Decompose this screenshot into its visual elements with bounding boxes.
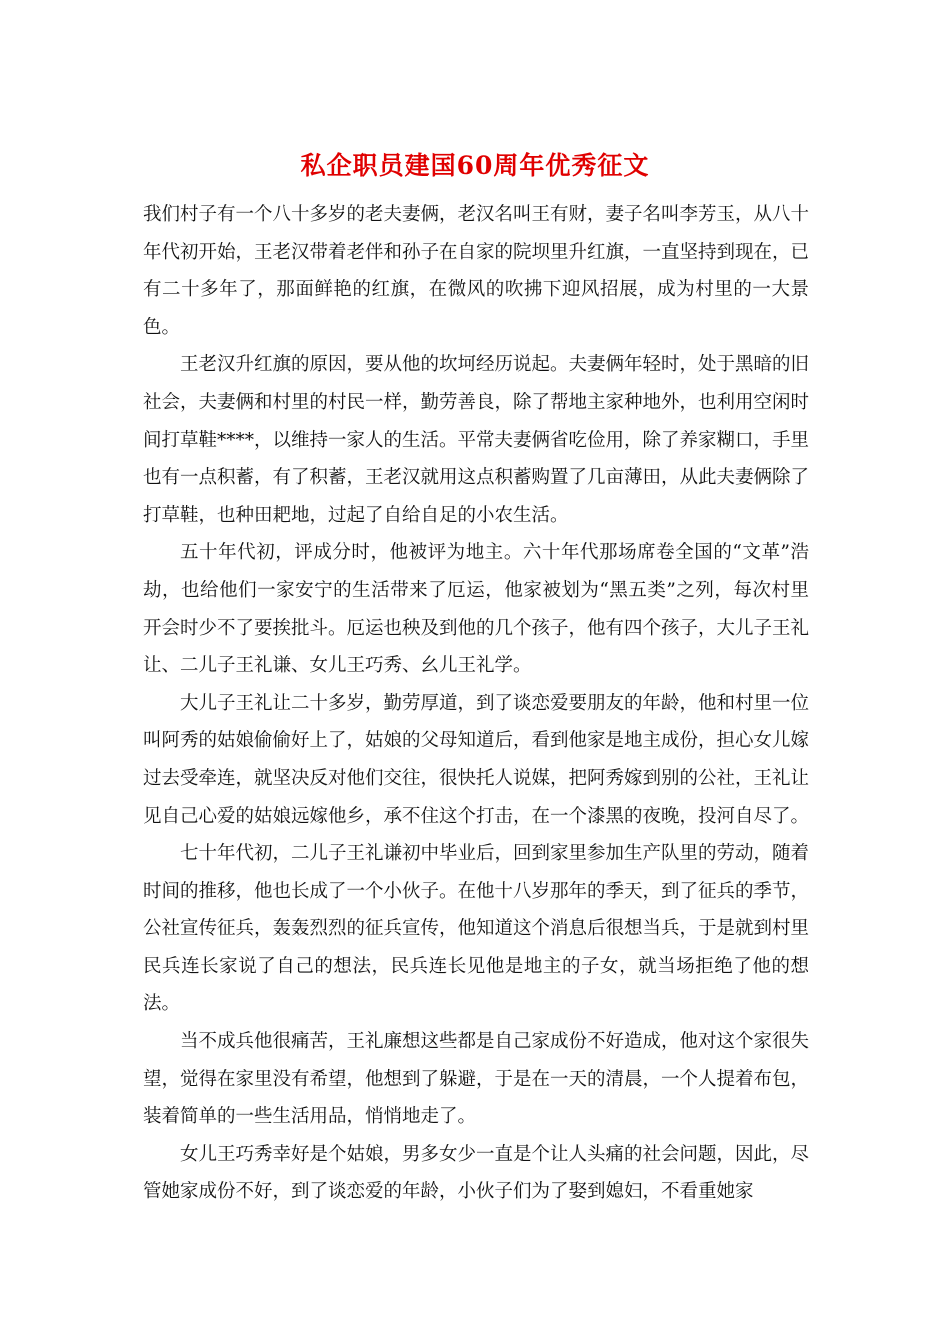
- paragraph: 大儿子王礼让二十多岁，勤劳厚道，到了谈恋爱要朋友的年龄，他和村里一位叫阿秀的姑娘偷偷好上了，姑娘的父母知道后，看到他家是地主成份，担心女儿嫁过去受牵连，就坚决反对他们交往，很快托人说媒，把阿秀嫁到别的公社，王礼让见自己心爱的姑娘远嫁他乡，承不住这个打击，在一个漆黑的夜晚，投河自尽了。: [143, 692, 810, 827]
- paragraph: 五十年代初，评成分时，他被评为地主。六十年代那场席卷全国的“文革”浩劫，也给他们一家安宁的生活带来了厄运，他家被划为“黑五类”之列，每次村里开会时少不了要挨批斗。厄运也秧及到他的几个孩子，他有四个孩子，大儿子王礼让、二儿子王礼谦、女儿王巧秀、幺儿王礼学。: [143, 542, 810, 677]
- paragraph: 王老汉升红旗的原因，要从他的坎坷经历说起。夫妻俩年轻时，处于黑暗的旧社会，夫妻俩和村里的村民一样，勤劳善良，除了帮地主家种地外，也利用空闲时间打草鞋****，以维持一家人的生活。平常夫妻俩省吃俭用，除了养家糊口，手里也有一点积蓄，有了积蓄，王老汉就用这点积蓄购置了几亩薄田，从此夫妻俩除了打草鞋，也种田耙地，过起了自给自足的小农生活。: [143, 354, 810, 526]
- document-body: [143, 196, 809, 1211]
- paragraph: 女儿王巧秀幸好是个姑娘，男多女少一直是个让人头痛的社会问题，因此，尽管她家成份不好，到了谈恋爱的年龄，小伙子们为了娶到媳妇，不看重她家: [143, 1143, 810, 1203]
- paragraph: 我们村子有一个八十多岁的老夫妻俩，老汉名叫王有财，妻子名叫李芳玉，从八十年代初开始，王老汉带着老伴和孙子在自家的院坝里升红旗，一直坚持到现在，已有二十多年了，那面鲜艳的红旗，在微风的吹拂下迎风招展，成为村里的一大景色。: [143, 204, 810, 338]
- paragraph: 七十年代初，二儿子王礼谦初中毕业后，回到家里参加生产队里的劳动，随着时间的推移，他也长成了一个小伙子。在他十八岁那年的季天，到了征兵的季节，公社宣传征兵，轰轰烈烈的征兵宣传，他知道这个消息后很想当兵，于是就到村里民兵连长家说了自己的想法，民兵连长见他是地主的子女，就当场拒绝了他的想法。: [143, 843, 810, 1015]
- document-title: 私企职员建国60周年优秀征文: [300, 151, 650, 180]
- paragraph: 当不成兵他很痛苦，王礼廉想这些都是自己家成份不好造成，他对这个家很失望，觉得在家里没有希望，他想到了躲避，于是在一天的清晨，一个人提着布包，装着简单的一些生活用品，悄悄地走了。: [143, 1031, 810, 1128]
